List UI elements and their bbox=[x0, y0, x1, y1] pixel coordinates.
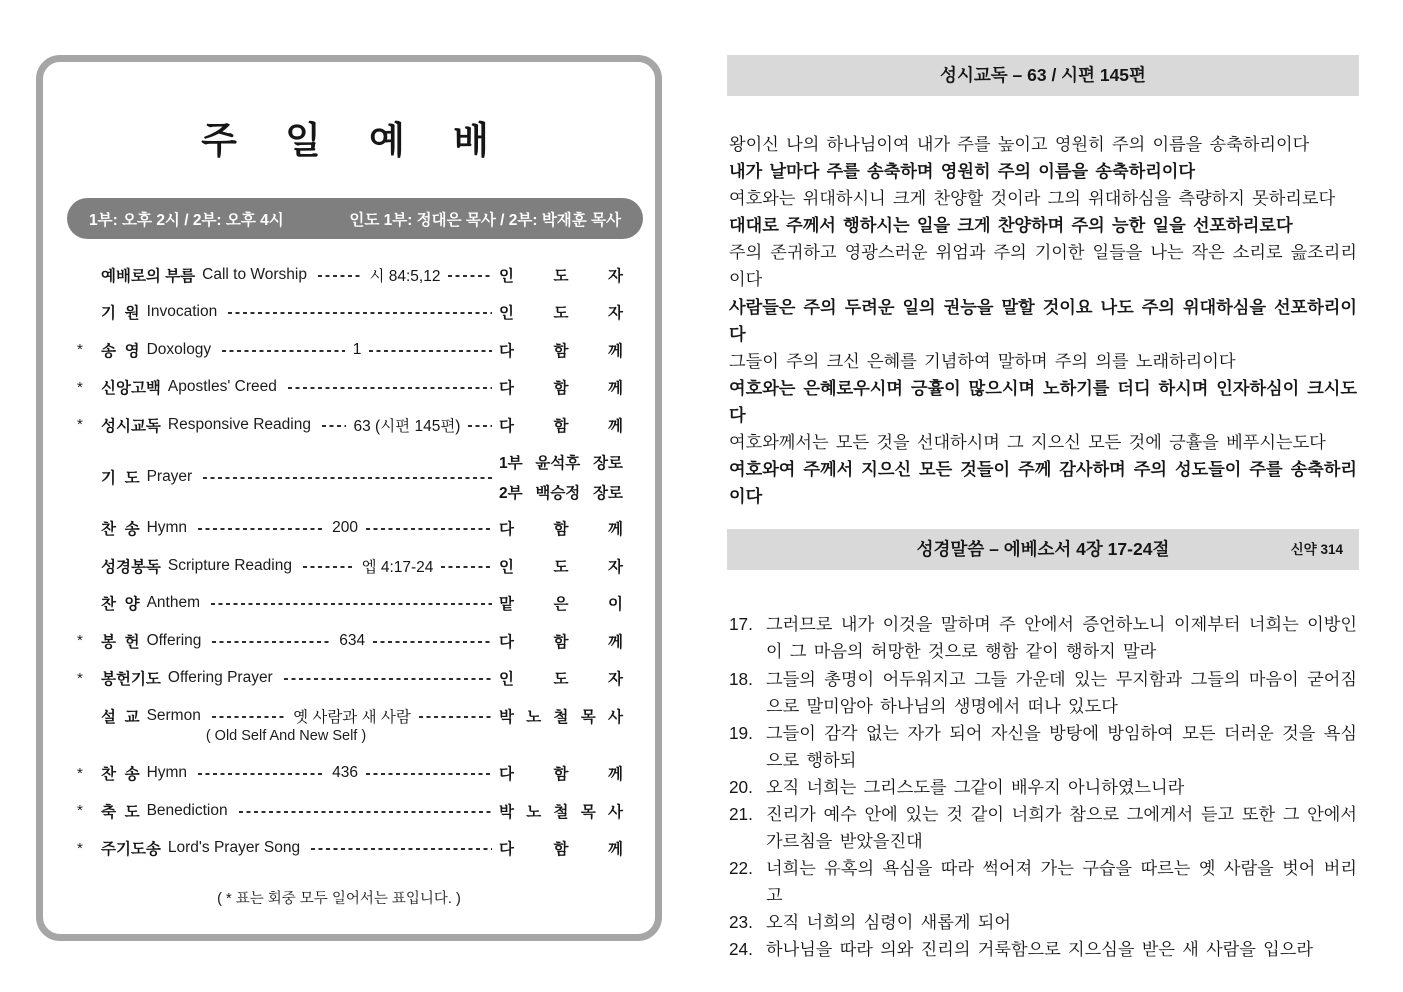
dash-leader bbox=[288, 387, 492, 389]
item-participant bbox=[499, 451, 623, 503]
verse-text: 오직 너희의 심령이 새롭게 되어 bbox=[766, 912, 1011, 933]
sermon-subtitle: ( Old Self And New Self ) bbox=[205, 727, 367, 744]
dash-leader bbox=[318, 275, 362, 277]
item-detail: 1 bbox=[352, 340, 362, 358]
order-row bbox=[77, 510, 623, 548]
name-part: 장로 bbox=[593, 484, 623, 502]
verse-row bbox=[729, 801, 1357, 855]
verse-row bbox=[729, 855, 1357, 909]
item-label-english: Invocation bbox=[146, 303, 218, 321]
service-leaders: 인도 1부: 정대은 목사 / 2부: 박재훈 목사 bbox=[349, 211, 621, 229]
name-part: 노 bbox=[526, 803, 542, 821]
standing-marker: * bbox=[77, 341, 83, 359]
item-detail: 200 bbox=[332, 519, 358, 537]
dash-leader bbox=[441, 566, 492, 568]
verse-number: 22. bbox=[729, 858, 753, 879]
verse-text: 그들의 총명이 어두워지고 그들 가운데 있는 무지함과 그들의 마음이 굳어짐으로 말미암아 하나님의 생명에서 떠나 있도다 bbox=[766, 668, 1357, 716]
item-label-korean: 기 도 bbox=[101, 469, 140, 487]
dash-leader bbox=[203, 477, 492, 479]
verse-text: 진리가 예수 안에 있는 것 같이 너희가 참으로 그에게서 듣고 또한 그 안에서 가르침을 받았을진대 bbox=[766, 803, 1357, 852]
name-part: 사 bbox=[608, 803, 623, 821]
leader-line: 여호와는 위대하시니 크게 찬양할 것이라 그의 위대하심을 측량하지 못하리로다 bbox=[729, 188, 1336, 209]
order-row bbox=[77, 256, 623, 294]
item-label-korean: 찬 송 bbox=[101, 766, 140, 784]
dash-leader bbox=[228, 312, 492, 314]
name-part: 함 bbox=[553, 841, 569, 859]
verse-number: 17. bbox=[729, 614, 753, 635]
verse-row bbox=[729, 909, 1357, 936]
standing-marker: * bbox=[77, 839, 83, 857]
item-detail: 옛 사람과 새 사람 bbox=[293, 708, 411, 726]
name-part: 목 bbox=[580, 708, 596, 726]
name-part: 철 bbox=[553, 803, 569, 821]
name-part: 다 bbox=[499, 766, 514, 784]
name-part: 함 bbox=[553, 766, 569, 784]
dash-leader bbox=[198, 528, 324, 530]
standing-footnote: ( * 표는 회중 모두 일어서는 표입니다. ) bbox=[217, 891, 461, 907]
name-part: 1부 bbox=[499, 454, 523, 472]
standing-marker: * bbox=[77, 378, 83, 396]
order-row bbox=[77, 294, 623, 332]
name-part: 다 bbox=[499, 633, 514, 651]
verse-number: 21. bbox=[729, 803, 753, 824]
item-label-english: Prayer bbox=[146, 467, 193, 485]
dash-leader bbox=[322, 425, 346, 427]
name-part: 다 bbox=[499, 521, 514, 539]
item-label-korean: 찬 양 bbox=[101, 596, 140, 614]
item-participant bbox=[499, 264, 623, 286]
name-part: 함 bbox=[553, 417, 569, 435]
verse-number: 24. bbox=[729, 939, 753, 960]
leader-line: 여호와께서는 모든 것을 선대하시며 그 지으신 모든 것에 긍휼을 베푸시는도다 bbox=[729, 432, 1326, 453]
order-row bbox=[77, 830, 623, 868]
name-part: 자 bbox=[608, 671, 623, 689]
name-part: 도 bbox=[553, 671, 569, 689]
item-label-english: Benediction bbox=[146, 801, 228, 819]
name-part: 목 bbox=[580, 803, 596, 821]
name-part: 다 bbox=[499, 417, 514, 435]
item-participant bbox=[499, 630, 623, 652]
item-label-english: Sermon bbox=[146, 706, 201, 724]
standing-marker: * bbox=[77, 669, 83, 687]
dash-leader bbox=[211, 603, 492, 605]
order-row bbox=[77, 622, 623, 660]
name-part: 께 bbox=[608, 633, 623, 651]
congregation-line: 여호와여 주께서 지으신 모든 것들이 주께 감사하며 주의 성도들이 주를 송축하리이다 bbox=[729, 459, 1357, 507]
item-participant bbox=[499, 376, 623, 398]
item-participant bbox=[499, 339, 623, 361]
item-label-korean: 봉헌기도 bbox=[101, 671, 161, 689]
dash-leader bbox=[222, 350, 345, 352]
name-part: 자 bbox=[608, 305, 623, 323]
item-participant bbox=[499, 555, 623, 577]
item-label-korean: 송 영 bbox=[101, 342, 140, 360]
verse-number: 19. bbox=[729, 722, 753, 743]
item-detail: 엡 4:17-24 bbox=[361, 558, 434, 576]
item-label-english: Hymn bbox=[146, 519, 188, 537]
name-part: 다 bbox=[499, 342, 514, 360]
item-label-english: Anthem bbox=[146, 594, 200, 612]
name-part: 2부 bbox=[499, 484, 523, 502]
page-title: 주 일 예 배 bbox=[201, 120, 495, 161]
verse-number: 23. bbox=[729, 912, 753, 933]
order-row bbox=[77, 444, 623, 510]
name-part: 도 bbox=[553, 267, 569, 285]
order-row bbox=[77, 585, 623, 623]
item-detail: 436 bbox=[332, 764, 358, 782]
name-part: 철 bbox=[553, 708, 569, 726]
item-label-korean: 찬 송 bbox=[101, 521, 140, 539]
worship-order-panel bbox=[36, 55, 662, 941]
participant-line bbox=[499, 481, 623, 503]
item-label-english: Lord's Prayer Song bbox=[167, 839, 301, 857]
scripture-header bbox=[727, 529, 1359, 570]
scripture-page-ref: 신약 314 bbox=[1290, 542, 1343, 558]
order-row bbox=[77, 660, 623, 698]
name-part: 함 bbox=[553, 380, 569, 398]
name-part: 사 bbox=[608, 708, 623, 726]
verse-row bbox=[729, 720, 1357, 774]
name-part: 도 bbox=[553, 305, 569, 323]
name-part: 박 bbox=[499, 803, 514, 821]
name-part: 인 bbox=[499, 558, 514, 576]
participant-line bbox=[499, 451, 623, 473]
order-row bbox=[77, 406, 623, 444]
item-detail: 시 84:5,12 bbox=[369, 267, 441, 285]
name-part: 도 bbox=[553, 558, 569, 576]
name-part: 백승정 bbox=[535, 484, 581, 502]
dash-leader bbox=[212, 641, 331, 643]
order-row bbox=[77, 331, 623, 369]
dash-leader bbox=[303, 566, 354, 568]
name-part: 노 bbox=[526, 708, 542, 726]
scripture-title: 성경말씀 – 에베소서 4장 17-24절 bbox=[916, 539, 1170, 560]
item-label-korean: 봉 헌 bbox=[101, 633, 140, 651]
name-part: 인 bbox=[499, 305, 514, 323]
name-part: 함 bbox=[553, 342, 569, 360]
item-label-korean: 축 도 bbox=[101, 803, 140, 821]
item-label-english: Offering bbox=[146, 631, 202, 649]
verse-number: 18. bbox=[729, 668, 753, 689]
standing-marker: * bbox=[77, 632, 83, 650]
service-times: 1부: 오후 2시 / 2부: 오후 4시 bbox=[89, 211, 284, 229]
verse-text: 하나님을 따라 의와 진리의 거룩함으로 지으심을 받은 새 사람을 입으라 bbox=[766, 939, 1313, 960]
name-part: 께 bbox=[608, 380, 623, 398]
congregation-line: 여호와는 은혜로우시며 긍휼이 많으시며 노하기를 더디 하시며 인자하심이 크시도다 bbox=[729, 377, 1357, 425]
item-participant bbox=[499, 667, 623, 689]
name-part: 윤석후 bbox=[535, 454, 581, 472]
verse-text: 너희는 유혹의 욕심을 따라 썩어져 가는 구습을 따르는 옛 사람을 벗어 버리고 bbox=[766, 858, 1357, 906]
name-part: 이 bbox=[608, 596, 623, 614]
responsive-reading-header bbox=[727, 55, 1359, 96]
dash-leader bbox=[311, 848, 492, 850]
dash-leader bbox=[239, 811, 492, 813]
item-participant bbox=[499, 414, 623, 436]
scripture-verses bbox=[727, 611, 1359, 963]
item-label-english: Doxology bbox=[146, 340, 212, 358]
dash-leader bbox=[419, 716, 492, 718]
name-part: 맡 bbox=[499, 596, 514, 614]
leader-line: 주의 존귀하고 영광스러운 위엄과 주의 기이한 일들을 나는 작은 소리로 읊조리리이다 bbox=[729, 242, 1357, 290]
item-detail: 63 (시편 145편) bbox=[353, 417, 461, 435]
name-part: 께 bbox=[608, 766, 623, 784]
right-column bbox=[727, 55, 1359, 964]
congregation-line: 내가 날마다 주를 송축하며 영원히 주의 이름을 송축하리이다 bbox=[729, 161, 1196, 182]
dash-leader bbox=[284, 678, 492, 680]
dash-leader bbox=[373, 641, 492, 643]
name-part: 은 bbox=[553, 596, 569, 614]
order-of-service-list bbox=[67, 256, 629, 867]
name-part: 께 bbox=[608, 342, 623, 360]
name-part: 께 bbox=[608, 841, 623, 859]
item-participant bbox=[499, 301, 623, 323]
item-label-english: Offering Prayer bbox=[167, 669, 273, 687]
name-part: 께 bbox=[608, 521, 623, 539]
item-label-korean: 성시교독 bbox=[101, 417, 161, 435]
verse-number: 20. bbox=[729, 776, 753, 797]
item-label-english: Hymn bbox=[146, 764, 188, 782]
item-label-english: Scripture Reading bbox=[167, 556, 292, 574]
verse-row bbox=[729, 611, 1357, 665]
congregation-line: 사람들은 주의 두려운 일의 권능을 말할 것이요 나도 주의 위대하심을 선포하리이다 bbox=[729, 296, 1357, 344]
dash-leader bbox=[198, 773, 324, 775]
verse-row bbox=[729, 774, 1357, 801]
standing-marker: * bbox=[77, 416, 83, 434]
dash-leader bbox=[448, 275, 492, 277]
standing-marker: * bbox=[77, 764, 83, 782]
item-label-english: Call to Worship bbox=[202, 265, 307, 283]
name-part: 자 bbox=[608, 267, 623, 285]
order-row bbox=[77, 369, 623, 407]
item-participant bbox=[499, 762, 623, 784]
leader-line: 왕이신 나의 하나님이여 내가 주를 높이고 영원히 주의 이름을 송축하리이다 bbox=[729, 134, 1310, 154]
standing-marker: * bbox=[77, 802, 83, 820]
item-participant bbox=[499, 517, 623, 539]
name-part: 인 bbox=[499, 671, 514, 689]
item-participant bbox=[499, 592, 623, 614]
dash-leader bbox=[369, 350, 492, 352]
name-part: 함 bbox=[553, 521, 569, 539]
dash-leader bbox=[468, 425, 492, 427]
verse-text: 그들이 감각 없는 자가 되어 자신을 방탕에 방임하여 모든 더러운 것을 욕심으로 행하되 bbox=[766, 722, 1357, 770]
name-part: 장로 bbox=[593, 454, 623, 472]
order-row bbox=[77, 755, 623, 793]
item-participant bbox=[499, 800, 623, 822]
name-part: 다 bbox=[499, 841, 514, 859]
item-label-korean: 성경봉독 bbox=[101, 558, 161, 576]
verse-row bbox=[729, 666, 1357, 720]
name-part: 다 bbox=[499, 380, 514, 398]
name-part: 박 bbox=[499, 708, 514, 726]
item-label-korean: 예배로의 부름 bbox=[101, 267, 196, 285]
verse-text: 그러므로 내가 이것을 말하며 주 안에서 증언하노니 이제부터 너희는 이방인이 그 마음의 허망한 것으로 행함 같이 행하지 말라 bbox=[766, 614, 1357, 662]
item-participant bbox=[499, 837, 623, 859]
name-part: 인 bbox=[499, 267, 514, 285]
dash-leader bbox=[366, 528, 492, 530]
leader-line: 그들이 주의 크신 은혜를 기념하여 말하며 주의 의를 노래하리이다 bbox=[729, 350, 1236, 371]
item-participant bbox=[499, 705, 623, 727]
order-row bbox=[77, 792, 623, 830]
item-label-english: Apostles' Creed bbox=[167, 378, 277, 396]
responsive-reading-title: 성시교독 – 63 / 시편 145편 bbox=[940, 65, 1146, 85]
dash-leader bbox=[366, 773, 492, 775]
name-part: 자 bbox=[608, 558, 623, 576]
item-label-english: Responsive Reading bbox=[167, 415, 311, 433]
item-detail: 634 bbox=[339, 631, 366, 649]
congregation-line: 대대로 주께서 행하시는 일을 크게 찬양하며 주의 능한 일을 선포하리로다 bbox=[729, 215, 1293, 236]
item-label-korean: 기 원 bbox=[101, 305, 140, 323]
name-part: 함 bbox=[553, 633, 569, 651]
item-label-korean: 설 교 bbox=[101, 708, 140, 726]
item-label-korean: 주기도송 bbox=[101, 841, 161, 859]
name-part: 께 bbox=[608, 417, 623, 435]
service-info-bar bbox=[67, 198, 643, 239]
dash-leader bbox=[212, 716, 285, 718]
verse-row bbox=[729, 936, 1357, 963]
responsive-reading-text bbox=[727, 131, 1359, 510]
order-row bbox=[77, 547, 623, 585]
verse-text: 오직 너희는 그리스도를 그같이 배우지 아니하였느니라 bbox=[766, 776, 1185, 797]
item-label-korean: 신앙고백 bbox=[101, 380, 161, 398]
